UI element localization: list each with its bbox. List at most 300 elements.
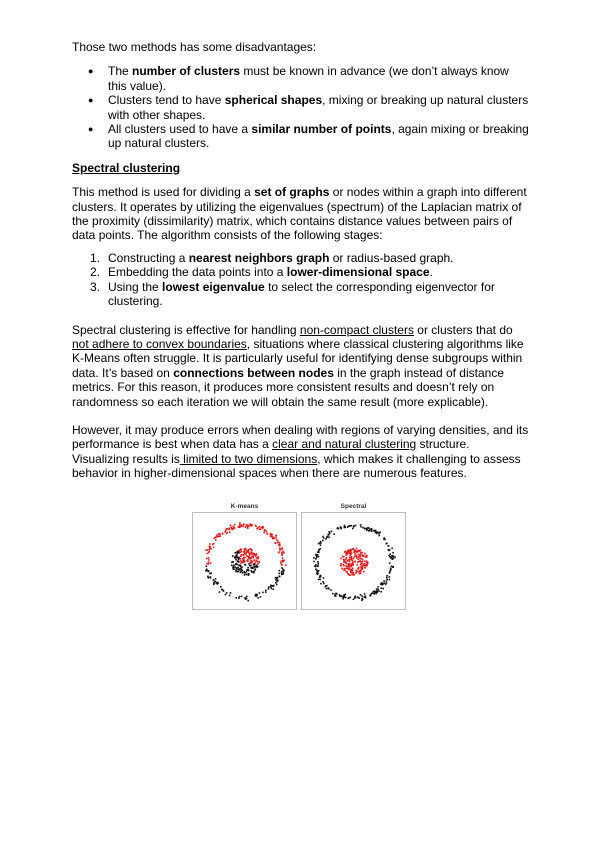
scatter-point xyxy=(217,582,219,584)
scatter-point xyxy=(282,557,284,559)
scatter-point xyxy=(280,561,282,563)
scatter-point xyxy=(235,569,237,571)
intro-text: Those two methods has some disadvantages: xyxy=(72,40,317,54)
scatter-point xyxy=(366,560,368,562)
scatter-point xyxy=(259,528,261,530)
bold-term: similar number of points xyxy=(251,122,392,137)
scatter-point xyxy=(376,588,378,590)
scatter-point xyxy=(283,572,285,574)
scatter-point xyxy=(325,538,327,540)
scatter-point xyxy=(248,550,250,552)
scatter-point xyxy=(320,542,322,544)
scatter-point xyxy=(328,534,330,536)
kmeans-title: K-means xyxy=(230,503,259,510)
scatter-point xyxy=(208,551,210,553)
scatter-point xyxy=(345,565,347,567)
scatter-point xyxy=(362,599,364,601)
scatter-point xyxy=(353,599,355,601)
scatter-point xyxy=(236,551,238,553)
scatter-point xyxy=(252,557,254,559)
scatter-point xyxy=(378,590,380,592)
scatter-point xyxy=(284,560,286,562)
scatter-point xyxy=(215,578,217,580)
scatter-point xyxy=(363,564,365,566)
scatter-point xyxy=(344,568,346,570)
scatter-point xyxy=(226,592,228,594)
scatter-point xyxy=(364,593,366,595)
scatter-point xyxy=(323,537,325,539)
scatter-point xyxy=(346,567,348,569)
scatter-point xyxy=(279,548,281,550)
scatter-point xyxy=(213,579,215,581)
scatter-point xyxy=(319,579,321,581)
scatter-point xyxy=(389,576,391,578)
bold-term: lowest eigenvalue xyxy=(162,279,265,294)
scatter-point xyxy=(358,571,360,573)
scatter-point xyxy=(364,553,366,555)
scatter-point xyxy=(380,591,382,593)
scatter-point xyxy=(374,530,376,532)
scatter-point xyxy=(376,590,378,592)
scatter-point xyxy=(326,588,328,590)
list-item: ● Clusters tend to have spherical shapes, mixing or breaking up natural clusters with other shapes. xyxy=(108,93,530,122)
scatter-point xyxy=(270,586,272,588)
scatter-point xyxy=(262,526,264,528)
kmeans-panel xyxy=(192,500,297,610)
scatter-point xyxy=(245,526,247,528)
scatter-point xyxy=(360,594,362,596)
scatter-point xyxy=(347,568,349,570)
scatter-point xyxy=(212,544,214,546)
scatter-point xyxy=(381,584,383,586)
scatter-point xyxy=(208,557,210,559)
scatter-point xyxy=(349,549,351,551)
scatter-point xyxy=(360,550,362,552)
scatter-point xyxy=(206,565,208,567)
scatter-point xyxy=(233,528,235,530)
scatter-point xyxy=(350,525,352,527)
scatter-point xyxy=(340,526,342,528)
scatter-point xyxy=(235,557,237,559)
scatter-point xyxy=(366,556,368,558)
scatter-point xyxy=(230,525,232,527)
scatter-point xyxy=(225,594,227,596)
scatter-point xyxy=(210,562,212,564)
scatter-point xyxy=(318,543,320,545)
scatter-point xyxy=(247,600,249,602)
scatter-point xyxy=(237,567,239,569)
scatter-point xyxy=(349,568,351,570)
scatter-point xyxy=(250,548,252,550)
scatter-point xyxy=(352,528,354,530)
scatter-point xyxy=(252,567,254,569)
scatter-point xyxy=(280,563,282,565)
scatter-point xyxy=(356,557,358,559)
scatter-point xyxy=(257,561,259,563)
scatter-point xyxy=(363,571,365,573)
scatter-point xyxy=(364,560,366,562)
scatter-point xyxy=(251,554,253,556)
algorithm-steps-list xyxy=(72,251,530,309)
scatter-point xyxy=(348,564,350,566)
scatter-point xyxy=(326,536,328,538)
scatter-point xyxy=(246,571,248,573)
scatter-point xyxy=(270,535,272,537)
paragraph-description: This method is used for dividing a set of graphs or nodes within a graph into different clusters. It operates by utilizing the eigenvalues (spectrum) of the Laplacian matrix of the proximity (dissimilarity) matrix, which contains distance values between pairs of data points. The algorithm consists of the following stages: xyxy=(72,185,527,243)
underlined-term: non-compact clusters xyxy=(299,322,414,337)
scatter-point xyxy=(343,594,345,596)
scatter-point xyxy=(244,564,246,566)
scatter-point xyxy=(246,550,248,552)
scatter-point xyxy=(317,551,319,553)
spectral-title: Spectral xyxy=(340,503,367,510)
bold-term: connections between nodes xyxy=(173,365,334,380)
scatter-point xyxy=(340,565,342,567)
scatter-point xyxy=(256,557,258,559)
scatter-point xyxy=(320,544,322,546)
scatter-point xyxy=(260,527,262,529)
scatter-point xyxy=(313,557,315,559)
spectral-scatter xyxy=(301,512,406,610)
scatter-point xyxy=(275,579,277,581)
scatter-point xyxy=(247,567,249,569)
scatter-point xyxy=(365,596,367,598)
scatter-point xyxy=(278,573,280,575)
scatter-point xyxy=(355,554,357,556)
scatter-point xyxy=(351,572,353,574)
scatter-point xyxy=(386,577,388,579)
scatter-point xyxy=(257,563,259,565)
scatter-point xyxy=(359,560,361,562)
scatter-point xyxy=(391,548,393,550)
scatter-point xyxy=(378,535,380,537)
scatter-point xyxy=(322,536,324,538)
scatter-point xyxy=(263,532,265,534)
scatter-point xyxy=(256,565,258,567)
scatter-point xyxy=(278,552,280,554)
scatter-point xyxy=(247,526,249,528)
scatter-point xyxy=(235,559,237,561)
scatter-point xyxy=(276,584,278,586)
scatter-point xyxy=(355,572,357,574)
scatter-point xyxy=(208,561,210,563)
scatter-point xyxy=(328,588,330,590)
scatter-point xyxy=(250,570,252,572)
scatter-point xyxy=(354,549,356,551)
list-item: ● All clusters used to have a similar number of points, again mixing or breaking up natural clusters. xyxy=(108,122,530,151)
scatter-point xyxy=(351,574,353,576)
scatter-point xyxy=(272,585,274,587)
scatter-point xyxy=(340,558,342,560)
scatter-point xyxy=(272,536,274,538)
scatter-point xyxy=(322,540,324,542)
scatter-point xyxy=(255,594,257,596)
scatter-point xyxy=(217,536,219,538)
scatter-point xyxy=(241,524,243,526)
scatter-point xyxy=(231,565,233,567)
scatter-point xyxy=(279,545,281,547)
scatter-point xyxy=(391,555,393,557)
scatter-point xyxy=(371,528,373,530)
scatter-point xyxy=(360,524,362,526)
scatter-point xyxy=(389,562,391,564)
scatter-point xyxy=(273,588,275,590)
scatter-point xyxy=(277,542,279,544)
scatter-point xyxy=(239,522,241,524)
scatter-point xyxy=(247,527,249,529)
scatter-point xyxy=(272,538,274,540)
scatter-point xyxy=(342,598,344,600)
scatter-point xyxy=(357,561,359,563)
scatter-point xyxy=(316,573,318,575)
scatter-point xyxy=(366,564,368,566)
scatter-point xyxy=(224,531,226,533)
scatter-point xyxy=(393,558,395,560)
scatter-point xyxy=(314,565,316,567)
scatter-point xyxy=(285,565,287,567)
scatter-point xyxy=(209,549,211,551)
scatter-point xyxy=(281,548,283,550)
scatter-point xyxy=(257,597,259,599)
scatter-point xyxy=(353,549,355,551)
scatter-point xyxy=(382,588,384,590)
kmeans-scatter xyxy=(192,512,297,610)
scatter-point xyxy=(244,561,246,563)
scatter-point xyxy=(317,572,319,574)
scatter-point xyxy=(389,571,391,573)
scatter-point xyxy=(237,560,239,562)
scatter-point xyxy=(339,596,341,598)
scatter-point xyxy=(250,567,252,569)
section-heading: Spectral clustering xyxy=(72,160,181,175)
scatter-point xyxy=(265,591,267,593)
scatter-point xyxy=(210,572,212,574)
scatter-point xyxy=(244,550,246,552)
scatter-point xyxy=(241,570,243,572)
scatter-point xyxy=(272,534,274,536)
scatter-point xyxy=(241,561,243,563)
scatter-point xyxy=(260,596,262,598)
scatter-point xyxy=(388,555,390,557)
scatter-point xyxy=(255,568,257,570)
scatter-point xyxy=(255,525,257,527)
scatter-point xyxy=(331,531,333,533)
scatter-point xyxy=(214,537,216,539)
scatter-point xyxy=(266,531,268,533)
paragraph-advantages: Spectral clustering is effective for handling non-compact clusters or clusters that do not adhere to convex boundaries, situations where classical clustering algorithms like K-Means often struggle. It is particularly useful for identifying dense subgroups within data. It’s based on connections between nodes in the graph instead of distance metrics. For this reason, it produces more consistent results and doesn’t rely on randomness so each iteration we will obtain the same result (more explicable). xyxy=(72,322,524,409)
scatter-point xyxy=(239,568,241,570)
scatter-point xyxy=(326,585,328,587)
scatter-point xyxy=(240,560,242,562)
scatter-point xyxy=(237,557,239,559)
clustering-comparison-figure xyxy=(192,500,406,610)
scatter-point xyxy=(359,555,361,557)
scatter-point xyxy=(390,570,392,572)
scatter-point xyxy=(238,552,240,554)
scatter-point xyxy=(210,576,212,578)
scatter-point xyxy=(348,597,350,599)
scatter-point xyxy=(248,551,250,553)
scatter-point xyxy=(392,566,394,568)
scatter-point xyxy=(247,559,249,561)
scatter-point xyxy=(328,531,330,533)
scatter-point xyxy=(364,528,366,530)
scatter-point xyxy=(345,597,347,599)
scatter-point xyxy=(241,551,243,553)
scatter-point xyxy=(279,550,281,552)
scatter-point xyxy=(347,573,349,575)
scatter-point xyxy=(317,571,319,573)
scatter-point xyxy=(317,561,319,563)
scatter-point xyxy=(381,587,383,589)
scatter-point xyxy=(245,548,247,550)
scatter-point xyxy=(233,526,235,528)
scatter-point xyxy=(388,545,390,547)
scatter-point xyxy=(232,529,234,531)
scatter-point xyxy=(256,559,258,561)
scatter-point xyxy=(238,597,240,599)
scatter-point xyxy=(265,530,267,532)
scatter-point xyxy=(377,586,379,588)
bold-term: set of graphs xyxy=(254,185,330,200)
list-item: ● The number of clusters must be known in advance (we don’t always know this value). xyxy=(108,64,530,93)
scatter-point xyxy=(219,591,221,593)
scatter-point xyxy=(356,548,358,550)
scatter-point xyxy=(238,557,240,559)
scatter-point xyxy=(281,555,283,557)
scatter-point xyxy=(320,576,322,578)
scatter-point xyxy=(233,568,235,570)
scatter-point xyxy=(241,554,243,556)
scatter-point xyxy=(345,551,347,553)
scatter-point xyxy=(392,552,394,554)
scatter-point xyxy=(250,561,252,563)
scatter-point xyxy=(313,561,315,563)
scatter-point xyxy=(353,558,355,560)
scatter-point xyxy=(367,527,369,529)
scatter-point xyxy=(238,564,240,566)
scatter-point xyxy=(251,550,253,552)
underlined-term: limited to two dimensions xyxy=(179,451,318,466)
scatter-point xyxy=(366,529,368,531)
scatter-point xyxy=(215,539,217,541)
scatter-point xyxy=(251,525,253,527)
scatter-point xyxy=(362,568,364,570)
scatter-point xyxy=(244,574,246,576)
scatter-point xyxy=(323,577,325,579)
scatter-point xyxy=(389,579,391,581)
scatter-point xyxy=(383,580,385,582)
scatter-point xyxy=(349,561,351,563)
list-item: 2. Embedding the data points into a lower-dimensional space. xyxy=(90,265,433,280)
scatter-point xyxy=(236,567,238,569)
scatter-point xyxy=(386,580,388,582)
scatter-point xyxy=(366,555,368,557)
scatter-point xyxy=(357,571,359,573)
scatter-point xyxy=(246,574,248,576)
spectral-panel xyxy=(301,500,406,610)
scatter-point xyxy=(335,595,337,597)
scatter-point xyxy=(365,565,367,567)
scatter-point xyxy=(257,557,259,559)
scatter-point xyxy=(206,569,208,571)
scatter-point xyxy=(351,570,353,572)
scatter-point xyxy=(322,581,324,583)
scatter-point xyxy=(351,564,353,566)
scatter-point xyxy=(356,552,358,554)
scatter-point xyxy=(328,537,330,539)
scatter-point xyxy=(220,586,222,588)
scatter-point xyxy=(236,554,238,556)
scatter-point xyxy=(344,561,346,563)
scatter-point xyxy=(213,547,215,549)
scatter-point xyxy=(240,565,242,567)
scatter-point xyxy=(262,527,264,529)
scatter-point xyxy=(275,537,277,539)
scatter-point xyxy=(283,552,285,554)
scatter-point xyxy=(386,575,388,577)
scatter-point xyxy=(343,559,345,561)
scatter-point xyxy=(381,582,383,584)
scatter-point xyxy=(344,525,346,527)
scatter-point xyxy=(208,559,210,561)
scatter-point xyxy=(349,557,351,559)
scatter-point xyxy=(247,556,249,558)
scatter-point xyxy=(243,557,245,559)
scatter-point xyxy=(354,553,356,555)
list-item: 1. Constructing a nearest neighbors graph or radius-based graph. xyxy=(90,250,454,265)
scatter-point xyxy=(318,579,320,581)
scatter-point xyxy=(318,556,320,558)
scatter-point xyxy=(344,527,346,529)
scatter-point xyxy=(279,576,281,578)
scatter-point xyxy=(256,553,258,555)
scatter-point xyxy=(276,578,278,580)
scatter-point xyxy=(368,527,370,529)
scatter-point xyxy=(338,528,340,530)
scatter-point xyxy=(243,523,245,525)
scatter-point xyxy=(264,529,266,531)
scatter-point xyxy=(232,561,234,563)
scatter-point xyxy=(320,548,322,550)
scatter-point xyxy=(354,597,356,599)
scatter-point xyxy=(250,557,252,559)
bold-term: spherical shapes xyxy=(224,93,323,108)
scatter-point xyxy=(214,581,216,583)
scatter-point xyxy=(259,561,261,563)
scatter-point xyxy=(222,533,224,535)
scatter-point xyxy=(316,556,318,558)
scatter-point xyxy=(378,532,380,534)
scatter-point xyxy=(246,598,248,600)
scatter-point xyxy=(357,550,359,552)
scatter-point xyxy=(352,564,354,566)
scatter-point xyxy=(243,555,245,557)
list-item: 3. Using the lowest eigenvalue to select the corresponding eigenvector for clustering. xyxy=(90,279,495,309)
bold-term: lower-dimensional space xyxy=(286,265,430,280)
scatter-point xyxy=(351,556,353,558)
scatter-point xyxy=(270,585,272,587)
scatter-point xyxy=(270,533,272,535)
scatter-point xyxy=(222,589,224,591)
scatter-point xyxy=(345,553,347,555)
scatter-point xyxy=(361,563,363,565)
disadvantages-list xyxy=(72,64,530,150)
scatter-point xyxy=(343,565,345,567)
scatter-point xyxy=(352,562,354,564)
scatter-point xyxy=(357,558,359,560)
scatter-point xyxy=(325,586,327,588)
